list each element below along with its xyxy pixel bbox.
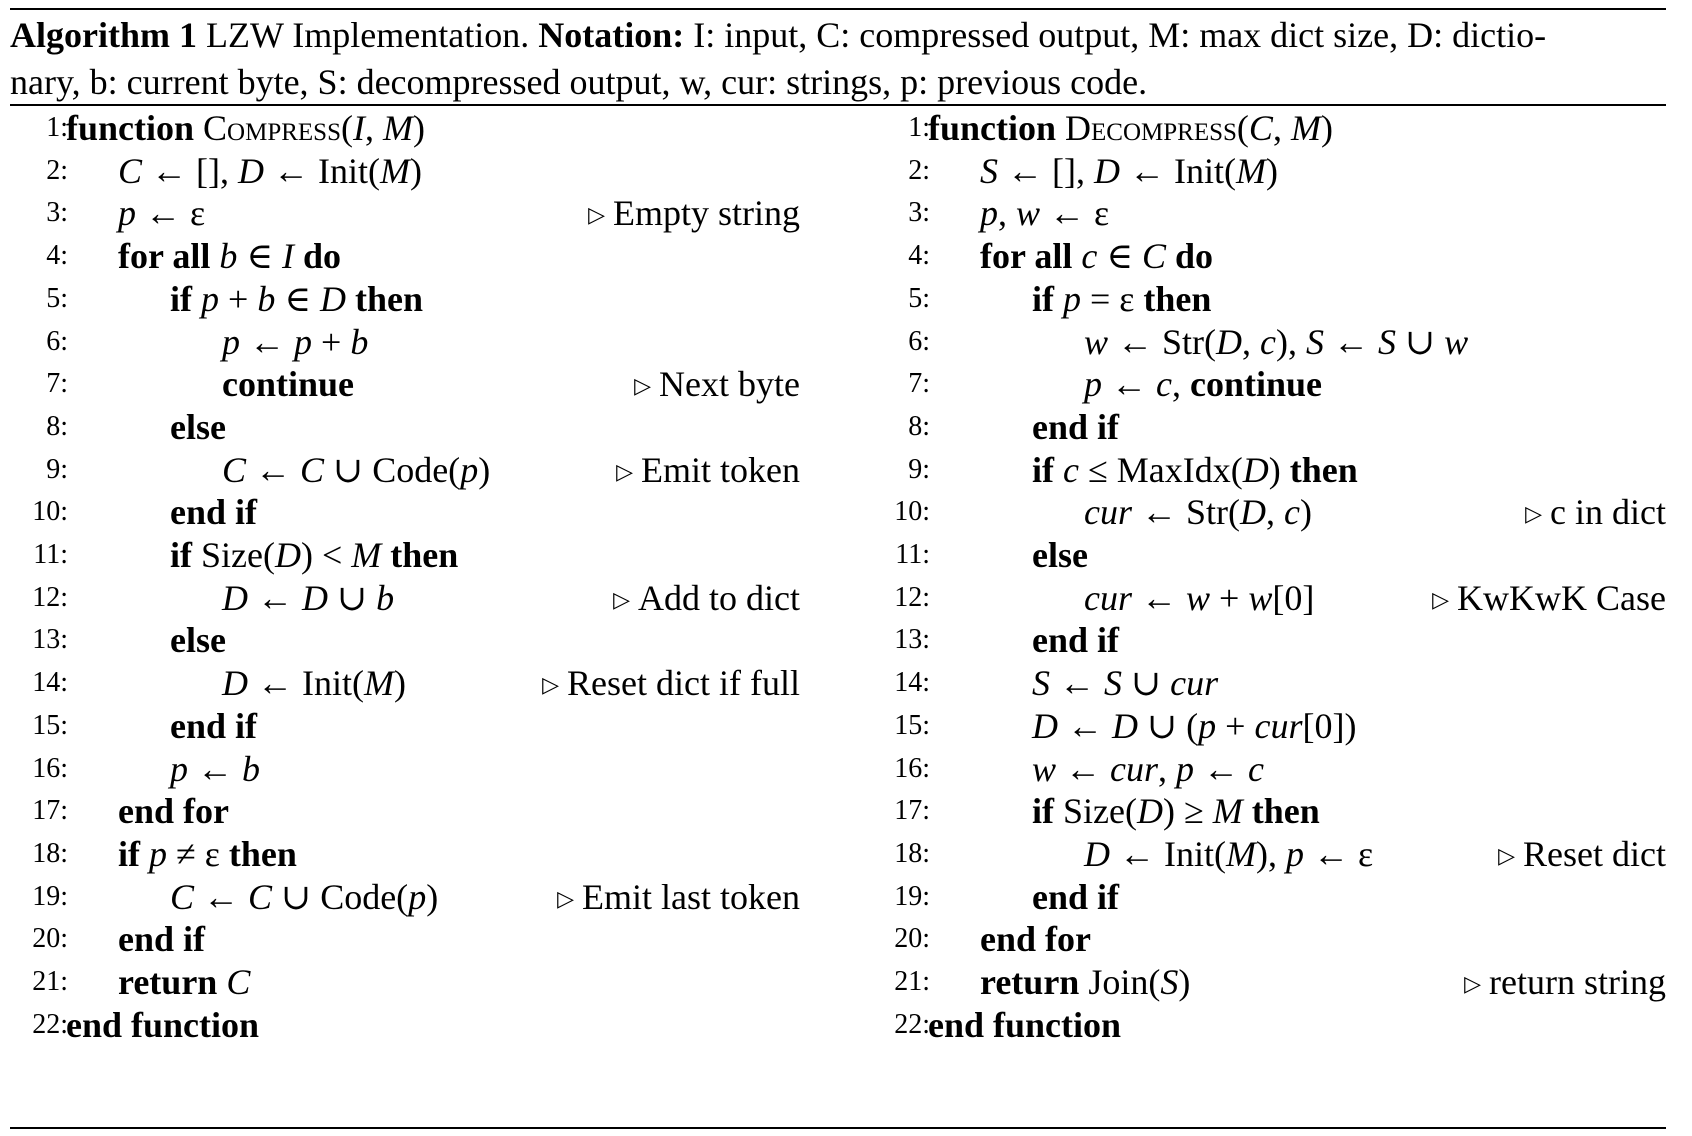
- algorithm-line: [10, 874, 800, 920]
- algorithm-line: [872, 190, 1666, 236]
- algorithm-line: [872, 489, 1666, 535]
- algorithm-line: [872, 874, 1666, 920]
- code-text: function Compress(I, M): [66, 108, 425, 148]
- line-number: 6:: [46, 325, 68, 357]
- comment-text: KwKwK Case: [1457, 577, 1666, 618]
- line-number: 15:: [894, 709, 930, 741]
- code-text: end if: [118, 919, 206, 960]
- line-number: 8:: [908, 410, 930, 442]
- algorithm-line: [872, 532, 1666, 578]
- line-number: 3:: [908, 197, 930, 229]
- algorithm-line: [872, 575, 1666, 621]
- line-number: 14:: [894, 667, 930, 699]
- code-text: p ← c, continue: [1084, 364, 1322, 405]
- comment-triangle-icon: ▷: [1498, 842, 1516, 868]
- line-number: 12:: [32, 581, 68, 613]
- code-text: if c ≤ MaxIdx(D) then: [1032, 449, 1358, 490]
- code-text: return Join(S): [980, 962, 1191, 1002]
- code-text: cur ← Str(D, c): [1084, 492, 1312, 533]
- line-number: 22:: [894, 1008, 930, 1040]
- line-number: 5:: [46, 282, 68, 314]
- line-number: 11:: [33, 539, 68, 570]
- algorithm-line: [872, 105, 1666, 151]
- algorithm-line: [10, 916, 800, 962]
- comment-triangle-icon: ▷: [542, 672, 560, 698]
- code-text: w ← Str(D, c), S ← S ∪ w: [1084, 321, 1469, 362]
- algorithm-line: [10, 575, 800, 621]
- algorithm-line: [10, 959, 800, 1005]
- code-text: end if: [170, 705, 258, 746]
- algorithm-line: [872, 788, 1666, 834]
- decompress-function-column: [872, 105, 1666, 1125]
- code-text: continue: [222, 364, 355, 405]
- line-number: 20:: [32, 923, 68, 955]
- algorithm-line: [872, 447, 1666, 493]
- line-number: 3:: [46, 197, 68, 229]
- algorithm-line: [10, 319, 800, 365]
- algorithm-line: [872, 703, 1666, 749]
- algorithm-line: [10, 831, 800, 877]
- caption-line-1: [10, 12, 1670, 59]
- code-text: else: [170, 620, 226, 661]
- code-text: end for: [118, 791, 229, 832]
- algorithm-label: Algorithm 1: [10, 15, 197, 55]
- algorithm-caption: [10, 12, 1670, 106]
- algorithm-line: [10, 532, 800, 578]
- algorithm-line: [10, 703, 800, 749]
- line-number: 1:: [908, 112, 930, 143]
- code-text: else: [170, 406, 226, 447]
- comment-triangle-icon: ▷: [588, 202, 605, 228]
- code-text: cur ← w + w[0]: [1084, 577, 1315, 618]
- line-number: 19:: [32, 880, 68, 912]
- algorithm-title: LZW Implementation.: [205, 15, 530, 55]
- line-number: 2:: [908, 154, 930, 186]
- comment-text: return string: [1489, 962, 1666, 1002]
- comment-text: Next byte: [659, 364, 800, 405]
- line-number: 1:: [46, 112, 68, 143]
- line-number: 16:: [32, 752, 68, 784]
- line-number: 17:: [894, 795, 930, 827]
- line-number: 10:: [894, 496, 930, 528]
- line-number: 8:: [46, 410, 68, 442]
- algorithm-line: [872, 361, 1666, 407]
- comment-text: c in dict: [1550, 492, 1666, 533]
- notation-text-1: I: input, C: compressed output, M: max dict size, D: dictio-: [693, 15, 1547, 55]
- algorithm-line: [872, 660, 1666, 706]
- code-text: end if: [1032, 406, 1120, 447]
- line-number: 9:: [908, 453, 930, 485]
- code-text: function Decompress(C, M): [928, 108, 1333, 148]
- comment-text: Add to dict: [638, 577, 800, 618]
- code-text: D ← D ∪ (p + cur[0]): [1032, 705, 1357, 746]
- code-text: if p ≠ ε then: [118, 833, 297, 874]
- code-text: if Size(D) < M then: [170, 535, 459, 575]
- algorithm-line: [872, 916, 1666, 962]
- code-text: S ← S ∪ cur: [1032, 663, 1219, 704]
- algorithm-line: [872, 404, 1666, 450]
- code-text: end for: [980, 919, 1091, 960]
- line-number: 15:: [32, 709, 68, 741]
- code-text: end function: [66, 1004, 260, 1045]
- algorithm-line: [10, 233, 800, 279]
- comment-triangle-icon: ▷: [634, 373, 652, 399]
- comment-triangle-icon: ▷: [557, 885, 575, 911]
- algorithm-line: [10, 404, 800, 450]
- algorithm-line: [872, 233, 1666, 279]
- line-number: 4:: [908, 240, 930, 272]
- line-number: 12:: [894, 581, 930, 613]
- code-text: end if: [1032, 620, 1120, 661]
- code-text: C ← [], D ← Init(M): [118, 150, 422, 191]
- code-text: else: [1032, 535, 1088, 575]
- caption-line-2: nary, b: current byte, S: decompressed output, w, cur: strings, p: previous code.: [10, 62, 1148, 102]
- algorithm-line: [10, 148, 800, 194]
- line-number: 20:: [894, 923, 930, 955]
- code-text: p, w ← ε: [980, 193, 1110, 234]
- code-text: for all b ∈ I do: [118, 236, 342, 277]
- line-number: 10:: [32, 496, 68, 528]
- comment-text: Emit last token: [582, 876, 800, 917]
- comment-text: Reset dict if full: [567, 663, 800, 704]
- algorithm-line: [10, 660, 800, 706]
- algorithm-line: [10, 276, 800, 322]
- algorithm-line: [10, 447, 800, 493]
- algorithm-line: [872, 617, 1666, 663]
- comment-triangle-icon: ▷: [1525, 501, 1543, 527]
- line-number: 2:: [46, 154, 68, 186]
- comment-text: Empty string: [613, 193, 800, 234]
- compress-function-column: [10, 105, 800, 1125]
- code-text: S ← [], D ← Init(M): [980, 150, 1278, 191]
- code-text: end function: [928, 1004, 1122, 1045]
- code-text: w ← cur, p ← c: [1032, 748, 1264, 789]
- line-number: 4:: [46, 240, 68, 272]
- algorithm-line: [10, 105, 800, 151]
- line-number: 19:: [894, 880, 930, 912]
- line-number: 9:: [46, 453, 68, 485]
- line-number: 13:: [894, 624, 930, 656]
- code-text: for all c ∈ C do: [980, 236, 1214, 277]
- comment-triangle-icon: ▷: [1464, 971, 1482, 996]
- code-text: end if: [1032, 876, 1120, 917]
- code-text: C ← C ∪ Code(p): [170, 876, 439, 917]
- top-rule: [10, 8, 1666, 10]
- line-number: 7:: [908, 368, 930, 400]
- code-text: if p + b ∈ D then: [170, 278, 423, 319]
- algorithm-line: [872, 276, 1666, 322]
- comment-triangle-icon: ▷: [1432, 586, 1450, 612]
- code-text: D ← Init(M), p ← ε: [1084, 833, 1374, 874]
- code-text: D ← D ∪ b: [222, 577, 395, 618]
- bottom-rule: [10, 1127, 1666, 1129]
- algorithm-line: [10, 1002, 800, 1048]
- line-number: 7:: [46, 368, 68, 400]
- algorithm-line: [872, 319, 1666, 365]
- line-number: 21:: [894, 966, 930, 997]
- comment-text: Reset dict: [1523, 833, 1666, 874]
- algorithm-line: [872, 746, 1666, 792]
- code-text: p ← ε: [118, 193, 206, 234]
- code-text: D ← Init(M): [222, 663, 406, 704]
- code-text: C ← C ∪ Code(p): [222, 449, 491, 490]
- algorithm-line: [10, 746, 800, 792]
- algorithm-line: [10, 617, 800, 663]
- code-text: p ← b: [170, 748, 260, 789]
- line-number: 18:: [32, 837, 68, 869]
- line-number: 6:: [908, 325, 930, 357]
- line-number: 17:: [32, 795, 68, 827]
- comment-triangle-icon: ▷: [613, 586, 631, 612]
- line-number: 13:: [32, 624, 68, 656]
- line-number: 21:: [32, 966, 68, 997]
- algorithm-line: [872, 831, 1666, 877]
- code-text: return C: [118, 962, 251, 1002]
- line-number: 14:: [32, 667, 68, 699]
- algorithm-line: [10, 190, 800, 236]
- code-text: p ← p + b: [222, 321, 369, 362]
- comment-triangle-icon: ▷: [616, 458, 634, 484]
- comment-text: Emit token: [641, 449, 800, 490]
- code-text: if p = ε then: [1032, 278, 1212, 319]
- algorithm-line: [872, 148, 1666, 194]
- code-text: if Size(D) ≥ M then: [1032, 791, 1320, 832]
- algorithm-line: [10, 361, 800, 407]
- line-number: 16:: [894, 752, 930, 784]
- line-number: 5:: [908, 282, 930, 314]
- algorithm-line: [10, 788, 800, 834]
- algorithm-line: [10, 489, 800, 535]
- algorithm-line: [872, 1002, 1666, 1048]
- line-number: 11:: [895, 539, 930, 570]
- line-number: 22:: [32, 1008, 68, 1040]
- algorithm-line: [872, 959, 1666, 1005]
- code-text: end if: [170, 492, 258, 533]
- notation-label: Notation:: [538, 15, 685, 55]
- line-number: 18:: [894, 837, 930, 869]
